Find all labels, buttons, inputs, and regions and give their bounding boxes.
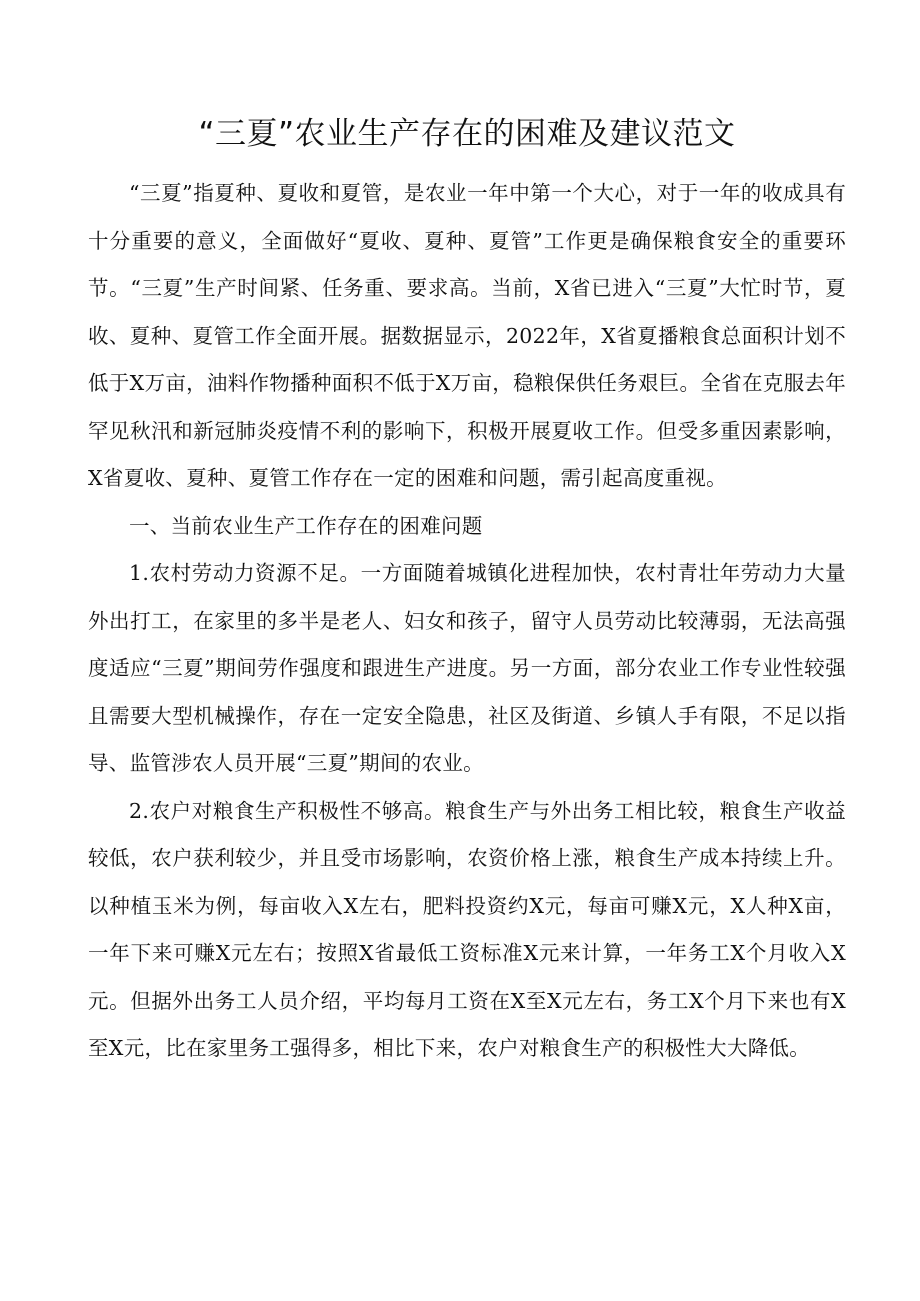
point-1-paragraph: 1.农村劳动力资源不足。一方面随着城镇化进程加快，农村青壮年劳动力大量外出打工，在家里的多半是老人、妇女和孩子，留守人员劳动比较薄弱，无法高强度适应“三夏”期间劳作强度和跟进生产进度。另一方面，部分农业工作专业性较强且需要大型机械操作，存在一定安全隐患，社区及街道、乡镇人手有限，不足以指导、监管涉农人员开展“三夏”期间的农业。 — [88, 561, 846, 775]
document-page — [88, 104, 846, 1073]
intro-paragraph: “三夏”指夏种、夏收和夏管，是农业一年中第一个大心，对于一年的收成具有十分重要的意义，全面做好“夏收、夏种、夏管”工作更是确保粮食安全的重要环节。“三夏”生产时间紧、任务重、要求高。当前，X省已进入“三夏”大忙时节，夏收、夏种、夏管工作全面开展。据数据显示，2022年，X省夏播粮食总面积计划不低于X万亩，油料作物播种面积不低于X万亩，稳粮保供任务艰巨。全省在克服去年罕见秋汛和新冠肺炎疫情不利的影响下，积极开展夏收工作。但受多重因素影响，X省夏收、夏种、夏管工作存在一定的困难和问题，需引起高度重视。 — [88, 181, 846, 490]
document-title: “三夏”农业生产存在的困难及建议范文 — [198, 116, 736, 152]
point-2-paragraph: 2.农户对粮食生产积极性不够高。粮食生产与外出务工相比较，粮食生产收益较低，农户获利较少，并且受市场影响，农资价格上涨，粮食生产成本持续上升。以种植玉米为例，每亩收入X左右，肥料投资约X元，每亩可赚X元，X人种X亩，一年下来可赚X元左右；按照X省最低工资标准X元来计算，一年务工X个月收入X元。但据外出务工人员介绍，平均每月工资在X至X元左右，务工X个月下来也有X至X元，比在家里务工强得多，相比下来，农户对粮食生产的积极性大大降低。 — [88, 798, 846, 1060]
section-heading: 一、当前农业生产工作存在的困难问题 — [129, 513, 483, 538]
